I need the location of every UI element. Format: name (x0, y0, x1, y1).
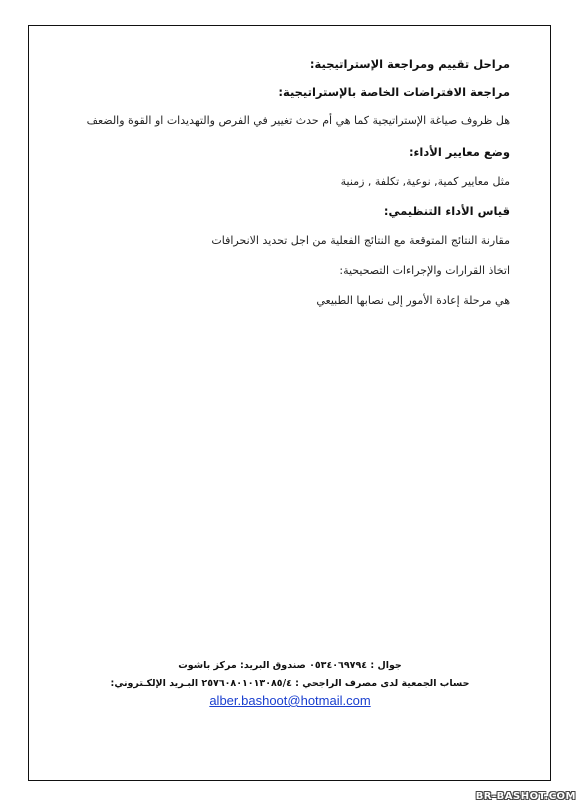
heading-strategy-review-stages: مراحل تقييم ومراجعة الإستراتيجية: (309, 57, 510, 71)
paragraph-corrective-actions: اتخاذ القرارات والإجراءات التصحيحية: (339, 264, 510, 277)
paragraph-standards-examples: مثل معايير كمية, نوعية, تكلفة , زمنية (340, 175, 510, 188)
paragraph-conditions: هل ظروف صياغة الإستراتيجية كما هي أم حدث تغيير في الفرص والتهديدات او القوة والضعف (86, 114, 510, 127)
heading-performance-standards: وضع معايير الأداء: (408, 145, 510, 159)
heading-performance-measurement: قياس الأداء التنظيمي: (383, 204, 510, 218)
watermark: BR-BASHOT.COM (475, 791, 576, 802)
paragraph-comparison: مقارنة النتائج المتوقعة مع النتائج الفعلية من اجل تحديد الانحرافات (211, 234, 510, 247)
footer-email-link[interactable]: alber.bashoot@hotmail.com (209, 693, 371, 708)
paragraph-restore: هي مرحلة إعادة الأمور إلى نصابها الطبيعي (316, 294, 510, 307)
footer-contact-line: جوال : ٠٥٣٤٠٦٩٧٩٤ صندوق البريد: مركز باشوت (178, 660, 402, 671)
footer-bank-line: حساب الجمعية لدى مصرف الراجحي : ٢٥٧٦٠٨٠١٠١٣٠٨٥/٤ البـريد الإلكـتروني: (110, 678, 470, 689)
heading-assumptions-review: مراجعة الافتراضات الخاصة بالإستراتيجية: (278, 85, 510, 99)
